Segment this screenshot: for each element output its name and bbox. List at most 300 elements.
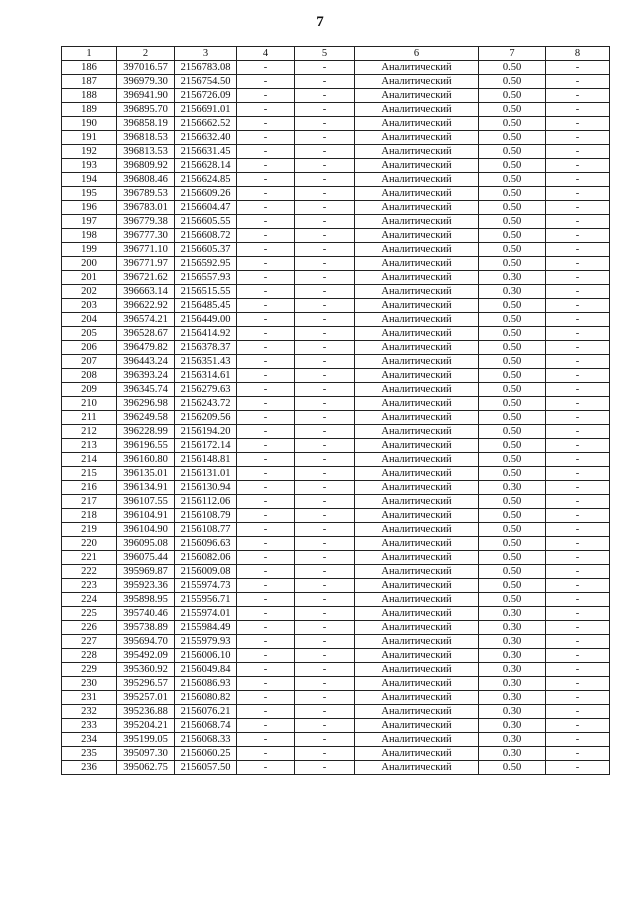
column-4-cell: - xyxy=(237,103,295,117)
point-number-cell: 215 xyxy=(62,467,117,481)
x-coordinate-cell: 395199.05 xyxy=(117,733,175,747)
accuracy-cell: 0.50 xyxy=(479,201,546,215)
point-number-cell: 218 xyxy=(62,509,117,523)
column-4-cell: - xyxy=(237,131,295,145)
method-cell: Аналитический xyxy=(355,285,479,299)
y-coordinate-cell: 2156172.14 xyxy=(175,439,237,453)
table-row xyxy=(62,131,610,145)
column-8-cell: - xyxy=(546,383,610,397)
x-coordinate-cell: 397016.57 xyxy=(117,61,175,75)
column-4-cell: - xyxy=(237,159,295,173)
accuracy-cell: 0.30 xyxy=(479,719,546,733)
column-4-cell: - xyxy=(237,565,295,579)
column-5-cell: - xyxy=(295,621,355,635)
column-8-cell: - xyxy=(546,453,610,467)
y-coordinate-cell: 2156076.21 xyxy=(175,705,237,719)
method-cell: Аналитический xyxy=(355,201,479,215)
column-4-cell: - xyxy=(237,537,295,551)
table-row xyxy=(62,215,610,229)
y-coordinate-cell: 2156130.94 xyxy=(175,481,237,495)
column-8-cell: - xyxy=(546,313,610,327)
column-5-cell: - xyxy=(295,425,355,439)
column-4-cell: - xyxy=(237,747,295,761)
column-4-cell: - xyxy=(237,509,295,523)
y-coordinate-cell: 2156049.84 xyxy=(175,663,237,677)
accuracy-cell: 0.30 xyxy=(479,691,546,705)
accuracy-cell: 0.50 xyxy=(479,439,546,453)
point-number-cell: 207 xyxy=(62,355,117,369)
point-number-cell: 204 xyxy=(62,313,117,327)
table-row xyxy=(62,159,610,173)
method-cell: Аналитический xyxy=(355,495,479,509)
column-8-cell: - xyxy=(546,89,610,103)
method-cell: Аналитический xyxy=(355,215,479,229)
column-5-cell: - xyxy=(295,299,355,313)
point-number-cell: 192 xyxy=(62,145,117,159)
point-number-cell: 226 xyxy=(62,621,117,635)
column-4-cell: - xyxy=(237,61,295,75)
table-row xyxy=(62,565,610,579)
x-coordinate-cell: 396296.98 xyxy=(117,397,175,411)
y-coordinate-cell: 2155956.71 xyxy=(175,593,237,607)
x-coordinate-cell: 395062.75 xyxy=(117,761,175,775)
column-4-cell: - xyxy=(237,551,295,565)
y-coordinate-cell: 2156605.55 xyxy=(175,215,237,229)
accuracy-cell: 0.50 xyxy=(479,355,546,369)
method-cell: Аналитический xyxy=(355,411,479,425)
point-number-cell: 211 xyxy=(62,411,117,425)
table-row xyxy=(62,677,610,691)
x-coordinate-cell: 396858.19 xyxy=(117,117,175,131)
table-row xyxy=(62,691,610,705)
accuracy-cell: 0.30 xyxy=(479,649,546,663)
column-4-cell: - xyxy=(237,453,295,467)
column-5-cell: - xyxy=(295,537,355,551)
method-cell: Аналитический xyxy=(355,453,479,467)
point-number-cell: 234 xyxy=(62,733,117,747)
method-cell: Аналитический xyxy=(355,341,479,355)
column-8-cell: - xyxy=(546,649,610,663)
table-row xyxy=(62,705,610,719)
x-coordinate-cell: 395740.46 xyxy=(117,607,175,621)
table-row xyxy=(62,201,610,215)
table-row xyxy=(62,607,610,621)
x-coordinate-cell: 396393.24 xyxy=(117,369,175,383)
point-number-cell: 221 xyxy=(62,551,117,565)
accuracy-cell: 0.50 xyxy=(479,761,546,775)
column-5-cell: - xyxy=(295,327,355,341)
column-8-cell: - xyxy=(546,369,610,383)
x-coordinate-cell: 396160.80 xyxy=(117,453,175,467)
accuracy-cell: 0.50 xyxy=(479,145,546,159)
y-coordinate-cell: 2156351.43 xyxy=(175,355,237,369)
column-4-cell: - xyxy=(237,285,295,299)
table-row xyxy=(62,481,610,495)
point-number-cell: 196 xyxy=(62,201,117,215)
column-4-cell: - xyxy=(237,495,295,509)
method-cell: Аналитический xyxy=(355,649,479,663)
point-number-cell: 190 xyxy=(62,117,117,131)
column-5-cell: - xyxy=(295,89,355,103)
point-number-cell: 236 xyxy=(62,761,117,775)
column-header: 3 xyxy=(175,47,237,61)
column-8-cell: - xyxy=(546,159,610,173)
accuracy-cell: 0.50 xyxy=(479,173,546,187)
point-number-cell: 233 xyxy=(62,719,117,733)
table-row xyxy=(62,761,610,775)
y-coordinate-cell: 2156449.00 xyxy=(175,313,237,327)
point-number-cell: 228 xyxy=(62,649,117,663)
column-5-cell: - xyxy=(295,719,355,733)
y-coordinate-cell: 2156108.77 xyxy=(175,523,237,537)
accuracy-cell: 0.50 xyxy=(479,89,546,103)
method-cell: Аналитический xyxy=(355,691,479,705)
method-cell: Аналитический xyxy=(355,761,479,775)
column-5-cell: - xyxy=(295,691,355,705)
accuracy-cell: 0.50 xyxy=(479,411,546,425)
table-row xyxy=(62,187,610,201)
method-cell: Аналитический xyxy=(355,509,479,523)
column-5-cell: - xyxy=(295,509,355,523)
column-4-cell: - xyxy=(237,481,295,495)
point-number-cell: 198 xyxy=(62,229,117,243)
column-5-cell: - xyxy=(295,733,355,747)
y-coordinate-cell: 2156485.45 xyxy=(175,299,237,313)
method-cell: Аналитический xyxy=(355,257,479,271)
column-5-cell: - xyxy=(295,243,355,257)
accuracy-cell: 0.30 xyxy=(479,677,546,691)
column-5-cell: - xyxy=(295,439,355,453)
column-4-cell: - xyxy=(237,621,295,635)
point-number-cell: 216 xyxy=(62,481,117,495)
y-coordinate-cell: 2156314.61 xyxy=(175,369,237,383)
accuracy-cell: 0.30 xyxy=(479,285,546,299)
point-number-cell: 186 xyxy=(62,61,117,75)
column-4-cell: - xyxy=(237,705,295,719)
column-4-cell: - xyxy=(237,117,295,131)
method-cell: Аналитический xyxy=(355,159,479,173)
y-coordinate-cell: 2156209.56 xyxy=(175,411,237,425)
column-header: 2 xyxy=(117,47,175,61)
accuracy-cell: 0.30 xyxy=(479,747,546,761)
table-row xyxy=(62,397,610,411)
column-5-cell: - xyxy=(295,229,355,243)
y-coordinate-cell: 2156592.95 xyxy=(175,257,237,271)
point-number-cell: 208 xyxy=(62,369,117,383)
accuracy-cell: 0.50 xyxy=(479,523,546,537)
column-5-cell: - xyxy=(295,369,355,383)
accuracy-cell: 0.30 xyxy=(479,663,546,677)
x-coordinate-cell: 396095.08 xyxy=(117,537,175,551)
table-row xyxy=(62,229,610,243)
column-4-cell: - xyxy=(237,663,295,677)
table-row xyxy=(62,495,610,509)
y-coordinate-cell: 2156515.55 xyxy=(175,285,237,299)
column-8-cell: - xyxy=(546,145,610,159)
column-5-cell: - xyxy=(295,383,355,397)
table-row xyxy=(62,369,610,383)
method-cell: Аналитический xyxy=(355,187,479,201)
method-cell: Аналитический xyxy=(355,117,479,131)
x-coordinate-cell: 396443.24 xyxy=(117,355,175,369)
column-5-cell: - xyxy=(295,677,355,691)
point-number-cell: 214 xyxy=(62,453,117,467)
column-4-cell: - xyxy=(237,173,295,187)
point-number-cell: 191 xyxy=(62,131,117,145)
y-coordinate-cell: 2156243.72 xyxy=(175,397,237,411)
x-coordinate-cell: 396783.01 xyxy=(117,201,175,215)
column-8-cell: - xyxy=(546,411,610,425)
method-cell: Аналитический xyxy=(355,677,479,691)
point-number-cell: 193 xyxy=(62,159,117,173)
accuracy-cell: 0.50 xyxy=(479,117,546,131)
method-cell: Аналитический xyxy=(355,243,479,257)
x-coordinate-cell: 395257.01 xyxy=(117,691,175,705)
table-row xyxy=(62,523,610,537)
column-5-cell: - xyxy=(295,313,355,327)
y-coordinate-cell: 2156148.81 xyxy=(175,453,237,467)
point-number-cell: 194 xyxy=(62,173,117,187)
accuracy-cell: 0.50 xyxy=(479,103,546,117)
table-row xyxy=(62,75,610,89)
x-coordinate-cell: 395296.57 xyxy=(117,677,175,691)
column-5-cell: - xyxy=(295,257,355,271)
point-number-cell: 195 xyxy=(62,187,117,201)
column-8-cell: - xyxy=(546,579,610,593)
accuracy-cell: 0.50 xyxy=(479,425,546,439)
y-coordinate-cell: 2156194.20 xyxy=(175,425,237,439)
method-cell: Аналитический xyxy=(355,481,479,495)
table-row xyxy=(62,103,610,117)
x-coordinate-cell: 395236.88 xyxy=(117,705,175,719)
column-5-cell: - xyxy=(295,173,355,187)
x-coordinate-cell: 396779.38 xyxy=(117,215,175,229)
column-5-cell: - xyxy=(295,75,355,89)
y-coordinate-cell: 2156086.93 xyxy=(175,677,237,691)
y-coordinate-cell: 2156378.37 xyxy=(175,341,237,355)
point-number-cell: 187 xyxy=(62,75,117,89)
x-coordinate-cell: 396228.99 xyxy=(117,425,175,439)
x-coordinate-cell: 396479.82 xyxy=(117,341,175,355)
table-row xyxy=(62,439,610,453)
point-number-cell: 206 xyxy=(62,341,117,355)
accuracy-cell: 0.50 xyxy=(479,299,546,313)
x-coordinate-cell: 396771.97 xyxy=(117,257,175,271)
column-5-cell: - xyxy=(295,593,355,607)
y-coordinate-cell: 2156609.26 xyxy=(175,187,237,201)
y-coordinate-cell: 2156057.50 xyxy=(175,761,237,775)
column-8-cell: - xyxy=(546,173,610,187)
method-cell: Аналитический xyxy=(355,551,479,565)
y-coordinate-cell: 2156112.06 xyxy=(175,495,237,509)
table-row xyxy=(62,271,610,285)
accuracy-cell: 0.50 xyxy=(479,509,546,523)
column-5-cell: - xyxy=(295,187,355,201)
method-cell: Аналитический xyxy=(355,75,479,89)
method-cell: Аналитический xyxy=(355,733,479,747)
point-number-cell: 231 xyxy=(62,691,117,705)
column-8-cell: - xyxy=(546,761,610,775)
column-8-cell: - xyxy=(546,705,610,719)
column-8-cell: - xyxy=(546,201,610,215)
column-8-cell: - xyxy=(546,439,610,453)
x-coordinate-cell: 395738.89 xyxy=(117,621,175,635)
x-coordinate-cell: 396818.53 xyxy=(117,131,175,145)
y-coordinate-cell: 2156726.09 xyxy=(175,89,237,103)
column-4-cell: - xyxy=(237,467,295,481)
column-5-cell: - xyxy=(295,663,355,677)
x-coordinate-cell: 396941.90 xyxy=(117,89,175,103)
column-8-cell: - xyxy=(546,117,610,131)
column-8-cell: - xyxy=(546,75,610,89)
column-8-cell: - xyxy=(546,215,610,229)
table-row xyxy=(62,117,610,131)
x-coordinate-cell: 396104.91 xyxy=(117,509,175,523)
column-4-cell: - xyxy=(237,397,295,411)
method-cell: Аналитический xyxy=(355,327,479,341)
x-coordinate-cell: 396107.55 xyxy=(117,495,175,509)
table-row xyxy=(62,341,610,355)
column-4-cell: - xyxy=(237,229,295,243)
y-coordinate-cell: 2156604.47 xyxy=(175,201,237,215)
x-coordinate-cell: 396721.62 xyxy=(117,271,175,285)
point-number-cell: 217 xyxy=(62,495,117,509)
table-row xyxy=(62,579,610,593)
column-5-cell: - xyxy=(295,761,355,775)
table-row xyxy=(62,663,610,677)
column-8-cell: - xyxy=(546,397,610,411)
y-coordinate-cell: 2156082.06 xyxy=(175,551,237,565)
table-row xyxy=(62,61,610,75)
y-coordinate-cell: 2156783.08 xyxy=(175,61,237,75)
y-coordinate-cell: 2156068.33 xyxy=(175,733,237,747)
x-coordinate-cell: 396196.55 xyxy=(117,439,175,453)
x-coordinate-cell: 396808.46 xyxy=(117,173,175,187)
point-number-cell: 199 xyxy=(62,243,117,257)
table-row xyxy=(62,747,610,761)
table-row xyxy=(62,719,610,733)
column-8-cell: - xyxy=(546,187,610,201)
point-number-cell: 220 xyxy=(62,537,117,551)
column-5-cell: - xyxy=(295,579,355,593)
column-5-cell: - xyxy=(295,341,355,355)
method-cell: Аналитический xyxy=(355,523,479,537)
method-cell: Аналитический xyxy=(355,537,479,551)
method-cell: Аналитический xyxy=(355,355,479,369)
point-number-cell: 232 xyxy=(62,705,117,719)
point-number-cell: 200 xyxy=(62,257,117,271)
method-cell: Аналитический xyxy=(355,425,479,439)
column-8-cell: - xyxy=(546,327,610,341)
column-5-cell: - xyxy=(295,565,355,579)
table-row xyxy=(62,411,610,425)
column-5-cell: - xyxy=(295,649,355,663)
table-row xyxy=(62,89,610,103)
column-5-cell: - xyxy=(295,523,355,537)
method-cell: Аналитический xyxy=(355,89,479,103)
y-coordinate-cell: 2156060.25 xyxy=(175,747,237,761)
x-coordinate-cell: 396979.30 xyxy=(117,75,175,89)
point-number-cell: 205 xyxy=(62,327,117,341)
column-5-cell: - xyxy=(295,215,355,229)
table-row xyxy=(62,355,610,369)
column-5-cell: - xyxy=(295,705,355,719)
column-4-cell: - xyxy=(237,411,295,425)
column-4-cell: - xyxy=(237,579,295,593)
accuracy-cell: 0.30 xyxy=(479,607,546,621)
column-5-cell: - xyxy=(295,481,355,495)
column-8-cell: - xyxy=(546,341,610,355)
accuracy-cell: 0.50 xyxy=(479,313,546,327)
accuracy-cell: 0.50 xyxy=(479,229,546,243)
accuracy-cell: 0.30 xyxy=(479,481,546,495)
table-row xyxy=(62,453,610,467)
accuracy-cell: 0.50 xyxy=(479,593,546,607)
method-cell: Аналитический xyxy=(355,467,479,481)
point-number-cell: 197 xyxy=(62,215,117,229)
method-cell: Аналитический xyxy=(355,131,479,145)
accuracy-cell: 0.30 xyxy=(479,621,546,635)
point-number-cell: 210 xyxy=(62,397,117,411)
point-number-cell: 209 xyxy=(62,383,117,397)
method-cell: Аналитический xyxy=(355,229,479,243)
method-cell: Аналитический xyxy=(355,271,479,285)
x-coordinate-cell: 396249.58 xyxy=(117,411,175,425)
x-coordinate-cell: 396134.91 xyxy=(117,481,175,495)
table-row xyxy=(62,425,610,439)
column-5-cell: - xyxy=(295,411,355,425)
y-coordinate-cell: 2156080.82 xyxy=(175,691,237,705)
y-coordinate-cell: 2155979.93 xyxy=(175,635,237,649)
point-number-cell: 219 xyxy=(62,523,117,537)
column-8-cell: - xyxy=(546,61,610,75)
point-number-cell: 203 xyxy=(62,299,117,313)
method-cell: Аналитический xyxy=(355,593,479,607)
column-5-cell: - xyxy=(295,495,355,509)
accuracy-cell: 0.50 xyxy=(479,61,546,75)
column-4-cell: - xyxy=(237,733,295,747)
column-5-cell: - xyxy=(295,551,355,565)
x-coordinate-cell: 396345.74 xyxy=(117,383,175,397)
column-8-cell: - xyxy=(546,663,610,677)
x-coordinate-cell: 396075.44 xyxy=(117,551,175,565)
method-cell: Аналитический xyxy=(355,383,479,397)
column-5-cell: - xyxy=(295,103,355,117)
point-number-cell: 235 xyxy=(62,747,117,761)
y-coordinate-cell: 2156662.52 xyxy=(175,117,237,131)
accuracy-cell: 0.50 xyxy=(479,397,546,411)
column-header: 6 xyxy=(355,47,479,61)
y-coordinate-cell: 2156068.74 xyxy=(175,719,237,733)
column-8-cell: - xyxy=(546,257,610,271)
method-cell: Аналитический xyxy=(355,747,479,761)
table-row xyxy=(62,299,610,313)
column-4-cell: - xyxy=(237,523,295,537)
table-row xyxy=(62,621,610,635)
accuracy-cell: 0.50 xyxy=(479,327,546,341)
column-8-cell: - xyxy=(546,229,610,243)
y-coordinate-cell: 2156009.08 xyxy=(175,565,237,579)
column-8-cell: - xyxy=(546,131,610,145)
column-4-cell: - xyxy=(237,761,295,775)
table-row xyxy=(62,593,610,607)
point-number-cell: 188 xyxy=(62,89,117,103)
column-4-cell: - xyxy=(237,439,295,453)
table-header-row xyxy=(62,47,610,61)
column-5-cell: - xyxy=(295,397,355,411)
y-coordinate-cell: 2156414.92 xyxy=(175,327,237,341)
accuracy-cell: 0.50 xyxy=(479,75,546,89)
